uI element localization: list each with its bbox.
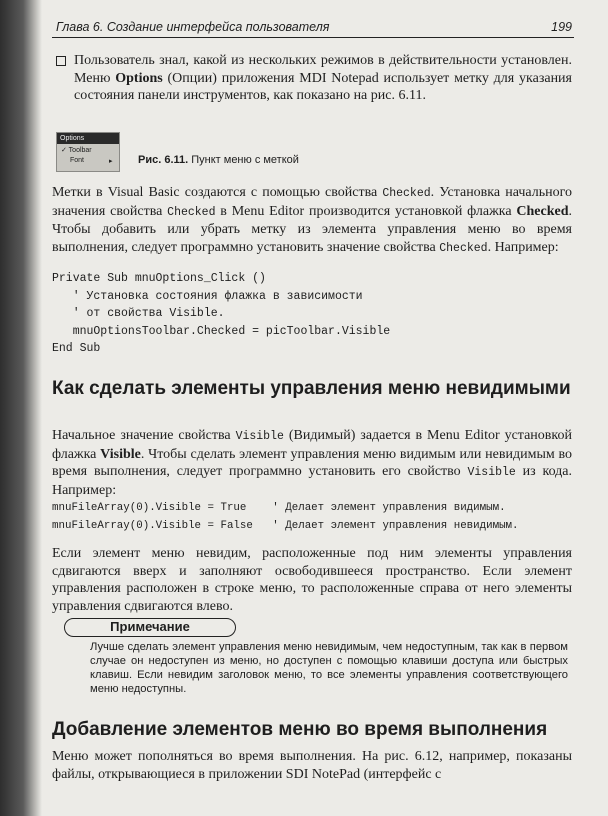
bold-term: Checked — [516, 203, 569, 219]
text: в Menu Editor производится установкой флажка — [215, 203, 517, 219]
figure-6-11 — [56, 132, 576, 172]
running-head — [52, 20, 574, 38]
page-number: 199 — [551, 20, 572, 34]
paragraph-checked — [52, 184, 572, 257]
text: Метки в Visual Basic создаются с помощью свойства — [52, 185, 383, 200]
menu-screenshot — [56, 132, 120, 172]
code-line: ' Установка состояния флажка в зависимости — [52, 289, 363, 303]
bold-term: Visible — [100, 446, 141, 462]
code-term: Visible — [467, 466, 516, 479]
paragraph-runtime-items: Меню может пополняться во время выполнения. На рис. 6.12, например, показаны файлы, открывающиеся в приложении SDI NotePad (интерфейс с — [52, 749, 572, 782]
text: . Чтобы добавить или убрать метку из элемента управления меню во время выполнения, следует программно установить значение свойства — [52, 203, 572, 255]
submenu-arrow-icon: ▸ — [109, 158, 113, 165]
paragraph-invisible-items: Если элемент меню невидим, расположенные под ним элементы управления сдвигаются вверх и заполняют освободившееся пространство. Если элемент управления расположен в строке меню, то расположенные справа от него элементы управления сдвигаются влево. — [52, 546, 572, 614]
code-line: ' от свойства Visible. — [52, 307, 225, 320]
menu-item-toolbar: ✓ Toolbar — [61, 147, 92, 154]
section-heading: Добавление элементов меню во время выполнения — [52, 719, 548, 740]
section-heading: Как сделать элементы управления меню невидимыми — [52, 378, 571, 399]
chapter-title: Глава 6. Создание интерфейса пользователя — [56, 20, 330, 34]
figure-caption-text: Пункт меню с меткой — [188, 154, 299, 166]
bullet-text-part: (Опции) приложения MDI Notepad использует метку для указания состояния панели инструментов, как показано на рис. 6.11. — [74, 70, 572, 103]
bullet-text-part: Пользователь знал, какой из нескольких режимов в действительности установлен. Меню — [74, 53, 572, 86]
bullet-text — [74, 52, 572, 105]
paragraph-visible — [52, 427, 572, 499]
code-line: End Sub — [52, 342, 101, 355]
note-text: Лучше сделать элемент управления меню невидимым, чем недоступным, так как в первом случае он недоступен из меню, но доступен с помощью клавиши доступа или быстрых клавиш. Если невидим заголовок меню, то все элементы управления соответствующего меню недоступны. — [90, 641, 568, 695]
square-bullet-icon — [56, 56, 66, 66]
code-block-2 — [52, 500, 572, 535]
book-spine-shadow — [0, 0, 42, 816]
text: . Например: — [487, 239, 559, 255]
text: . Чтобы сделать элемент управления меню видимым или невидимым во время выполнения, следует программно установить его свойство — [52, 446, 573, 479]
text: из кода. Например: — [52, 464, 573, 498]
code-term: Checked — [439, 241, 488, 255]
code-line: mnuFileArray(0).Visible = True ' Делает элемент управления видимым. — [52, 502, 506, 514]
menu-title: Options — [57, 133, 119, 144]
figure-caption — [138, 154, 299, 166]
bullet-paragraph — [52, 52, 572, 105]
code-term: Visible — [235, 430, 284, 443]
code-line: Private Sub mnuOptions_Click () — [52, 272, 266, 285]
code-block-1 — [52, 270, 572, 358]
text: . Установка начального значения свойства — [52, 185, 572, 219]
code-term: Checked — [167, 205, 216, 219]
code-line: mnuOptionsToolbar.Checked = picToolbar.Visible — [52, 324, 391, 338]
figure-number: Рис. 6.11. — [138, 154, 189, 166]
text: (Видимый) задается в Menu Editor установкой флажка — [52, 428, 572, 462]
code-term: Checked — [382, 187, 431, 200]
code-line: mnuFileArray(0).Visible = False ' Делает элемент управления невидимым. — [52, 519, 519, 532]
menu-item-font: Font — [70, 157, 85, 164]
note-label: Примечание — [64, 618, 236, 637]
text: Начальное значение свойства — [52, 428, 236, 443]
bold-term: Options — [115, 70, 163, 86]
